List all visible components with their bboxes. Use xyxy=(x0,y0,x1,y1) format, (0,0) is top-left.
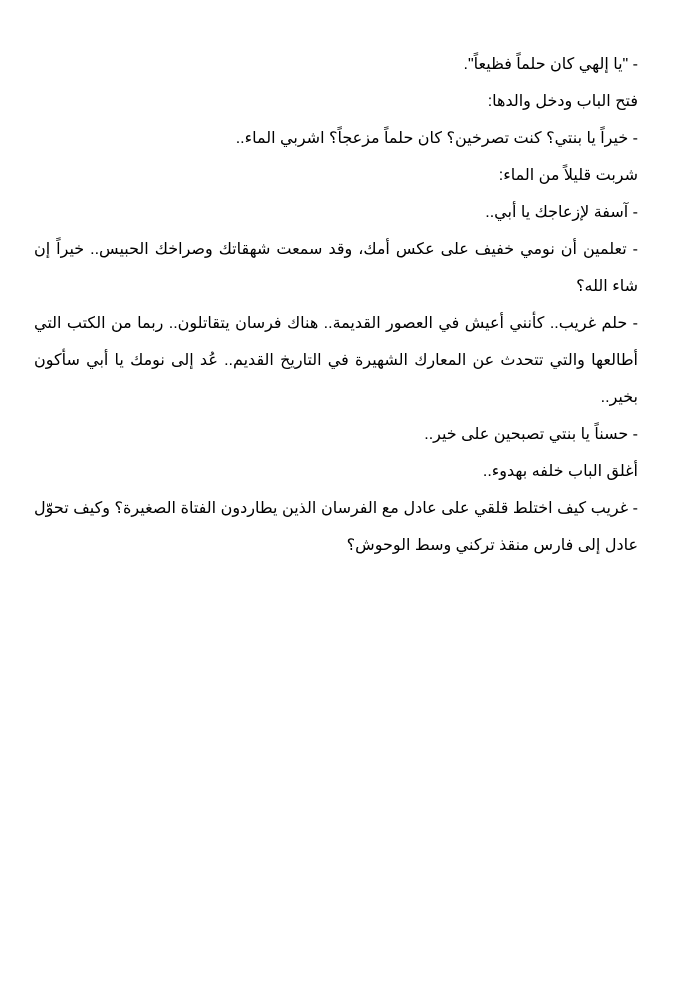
paragraph-10: - غريب كيف اختلط قلقي على عادل مع الفرسان الذين يطاردون الفتاة الصغيرة؟ وكيف تحوّل عادل إلى فارس منقذ تركني وسط الوحوش؟ xyxy=(34,500,638,554)
paragraph-2: فتح الباب ودخل والدها: xyxy=(487,93,638,110)
paragraph-9: أغلق الباب خلفه بهدوء.. xyxy=(482,463,638,480)
paragraph-6: - تعلمين أن نومي خفيف على عكس أمك، وقد سمعت شهقاتك وصراخك الحبيس.. خيراً إن شاء الله؟ xyxy=(34,241,638,295)
paragraph-7: - حلم غريب.. كأنني أعيش في العصور القديمة.. هناك فرسان يتقاتلون.. ربما من الكتب التي أطالعها والتي تتحدث عن المعارك الشهيرة في التاريخ القديم.. عُد إلى نومك يا أبي سأكون بخير.. xyxy=(34,315,639,406)
paragraph-8: - حسناً يا بنتي تصبحين على خير.. xyxy=(424,426,638,443)
paragraph-4: شربت قليلاً من الماء: xyxy=(498,167,638,184)
paragraph-1: - "يا إلهي كان حلماً فظيعاً". xyxy=(463,56,638,73)
document-page xyxy=(34,46,638,564)
paragraph-5: - آسفة لإزعاجك يا أبي.. xyxy=(485,204,638,221)
paragraph-3: - خيراً يا بنتي؟ كنت تصرخين؟ كان حلماً مزعجاً؟ اشربي الماء.. xyxy=(235,130,638,147)
